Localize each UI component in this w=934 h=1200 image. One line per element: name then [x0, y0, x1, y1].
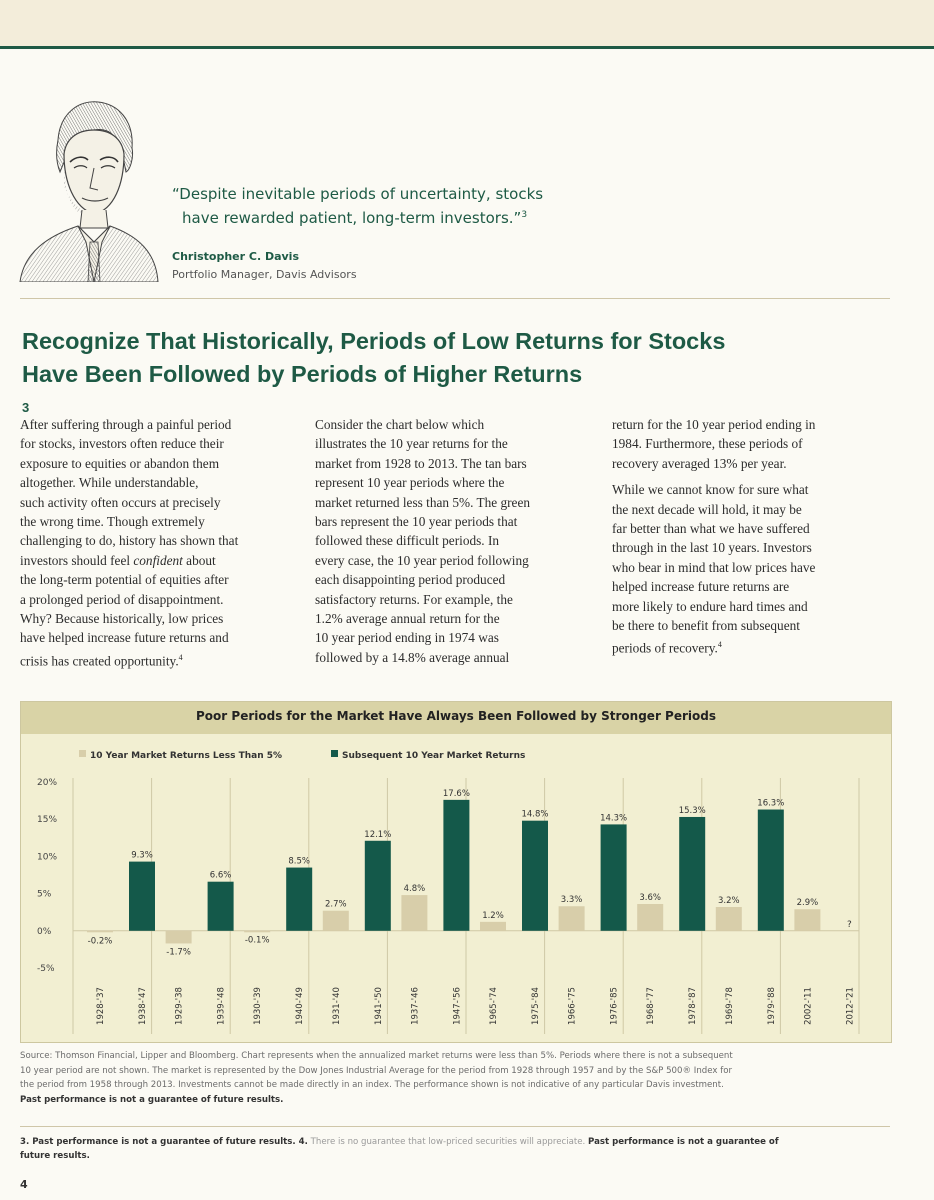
col1-line: After suffering through a painful period	[20, 417, 232, 432]
subsequent-return-bar	[208, 882, 234, 931]
body-column-3	[612, 415, 898, 658]
col1-line: the long-term potential of equities after	[20, 572, 229, 588]
col3-line: far better than what we have suffered	[612, 521, 810, 537]
x-tick-label: 1937-'46	[410, 987, 421, 1025]
bar-value-label: 17.6%	[442, 788, 470, 799]
bar-value-label: 3.6%	[639, 893, 662, 904]
footnotes	[20, 1135, 900, 1163]
y-tick-label: 5%	[37, 889, 52, 900]
source-line: Source: Thomson Financial, Lipper and Bloomberg. Chart represents when the annualized market returns were less than 5%. Periods where there is not a subsequent	[20, 1051, 733, 1061]
y-tick-label: 20%	[37, 778, 58, 788]
bar-value-label: 14.3%	[600, 813, 628, 824]
divider	[20, 298, 890, 299]
bar-value-label: 3.3%	[560, 895, 583, 906]
bar-value-label: 9.3%	[131, 850, 153, 861]
footnote-line-1: 3. Past performance is not a guarantee of future results. 4. There is no guarantee that low-priced securities will appreciate. Past performance is not a guarantee of	[20, 1137, 779, 1147]
body-column-1	[20, 415, 302, 671]
y-tick-label: 15%	[37, 815, 58, 826]
bar-value-label: 2.7%	[324, 899, 347, 910]
bar-value-label: -1.7%	[166, 947, 191, 958]
col3-line: more likely to endure hard times and	[612, 598, 808, 614]
bar-chart	[21, 734, 891, 1042]
col2-line: every case, the 10 year period following	[315, 552, 529, 568]
col1-line: altogether. While understandable,	[20, 475, 199, 491]
top-rule	[0, 46, 934, 49]
legend-label: Subsequent 10 Year Market Returns	[342, 751, 526, 761]
x-tick-label: 1928-'37	[96, 987, 106, 1025]
bar-value-label: 1.2%	[482, 910, 504, 921]
headline-line-2: Have Been Followed by Periods of Higher Returns $^3$	[22, 361, 583, 415]
low-return-bar	[794, 909, 820, 931]
col2-line: market from 1928 to 2013. The tan bars	[315, 455, 527, 471]
y-tick-label: 0%	[37, 926, 52, 937]
col1-line: for stocks, investors often reduce their	[20, 436, 224, 452]
col3-line: through in the last 10 years. Investors	[612, 540, 812, 556]
col2-line: satisfactory returns. For example, the	[315, 591, 513, 607]
source-line: the period from 1958 through 2013. Investments cannot be made directly in an index. The performance shown is not indicative of any particular Davis investment.	[20, 1080, 724, 1090]
subsequent-return-bar	[129, 862, 155, 931]
low-return-bar	[716, 907, 742, 931]
bar-value-label: ?	[847, 919, 852, 930]
col1-line: challenging to do, history has shown that	[20, 533, 239, 549]
x-tick-label: 1947-'56	[452, 987, 463, 1025]
divider	[20, 1126, 890, 1127]
col3-line: return for the 10 year period ending in	[612, 417, 816, 432]
legend-swatch	[79, 750, 86, 757]
quote-author-title: Portfolio Manager, Davis Advisors	[172, 268, 357, 281]
low-return-bar	[559, 906, 585, 931]
bar-value-label: -0.1%	[244, 935, 270, 946]
quote-line-2: have rewarded patient, long-term investors.”$^3$	[182, 209, 528, 227]
col1-line: exposure to equities or abandon them	[20, 455, 220, 471]
col3-line: While we cannot know for sure what	[612, 482, 809, 498]
x-tick-label: 1968-'77	[646, 987, 657, 1025]
y-tick-label: -5%	[37, 964, 55, 974]
x-tick-label: 2012-'21	[845, 987, 856, 1025]
x-tick-label: 1969-'78	[724, 987, 735, 1025]
low-return-bar	[637, 904, 663, 931]
quote-footnote-ref: 3	[521, 210, 528, 220]
low-return-bar	[480, 922, 506, 931]
x-tick-label: 1940-'49	[295, 987, 306, 1025]
subsequent-return-bar	[679, 817, 705, 931]
col2-line: followed by a 14.8% average annual	[315, 649, 510, 665]
x-tick-label: 1941-'50	[373, 987, 384, 1025]
chart-source-note	[20, 1049, 900, 1107]
quote-line-1: “Despite inevitable periods of uncertainty, stocks	[172, 185, 544, 203]
col3-line: who bear in mind that low prices have	[612, 559, 816, 575]
page-number: 4	[20, 1178, 28, 1191]
paragraph-gap	[612, 473, 898, 480]
bar-value-label: 3.2%	[717, 895, 740, 906]
x-tick-label: 1938-'47	[138, 987, 148, 1025]
col1-line: Why? Because historically, low prices	[20, 611, 224, 627]
body-column-2	[315, 415, 597, 667]
low-return-bar	[244, 931, 270, 933]
col1-line: the wrong time. Though extremely	[20, 514, 205, 530]
chart-panel	[20, 701, 892, 1043]
col3-line: the next decade will hold, it may be	[612, 501, 802, 517]
bar-value-label: 2.9%	[796, 898, 819, 909]
bar-value-label: 16.3%	[757, 798, 785, 809]
col2-line: Consider the chart below which	[315, 417, 485, 432]
chart-title: Poor Periods for the Market Have Always Been Followed by Stronger Periods	[196, 709, 716, 723]
col2-line: market returned less than 5%. The green	[315, 494, 531, 510]
col3-line-last: periods of recovery.$^4$	[612, 640, 722, 656]
col2-line: illustrates the 10 year returns for the	[315, 436, 508, 452]
bar-value-label: 4.8%	[403, 884, 426, 895]
x-tick-label: 1976-'85	[609, 987, 620, 1025]
legend-label: 10 Year Market Returns Less Than 5%	[90, 751, 283, 761]
x-tick-label: 1978-'87	[688, 987, 699, 1025]
col3-line: helped increase future returns are	[612, 579, 790, 595]
x-tick-label: 1979-'88	[766, 987, 777, 1025]
bar-value-label: 12.1%	[364, 829, 392, 840]
col2-line: bars represent the 10 year periods that	[315, 514, 518, 530]
low-return-bar	[87, 931, 113, 933]
x-tick-label: 1966-'75	[567, 987, 578, 1025]
col3-line: be there to benefit from subsequent	[612, 618, 800, 634]
col3-line: 1984. Furthermore, these periods of	[612, 436, 803, 452]
col2-line: each disappointing period produced	[315, 572, 506, 588]
bar-value-label: 14.8%	[521, 809, 549, 820]
footnote-line-2: future results.	[20, 1151, 90, 1161]
low-return-bar	[323, 911, 349, 931]
col2-line: 10 year period ending in 1974 was	[315, 630, 499, 646]
y-tick-label: 10%	[37, 852, 58, 863]
x-tick-label: 1929-'38	[174, 987, 185, 1025]
low-return-bar	[401, 895, 427, 931]
col1-line: have helped increase future returns and	[20, 630, 229, 646]
top-band	[0, 0, 934, 46]
subsequent-return-bar	[286, 868, 312, 931]
x-tick-label: 1939-'48	[216, 987, 227, 1025]
bar-value-label: -0.2%	[87, 936, 113, 947]
x-tick-label: 1965-'74	[489, 987, 499, 1025]
col1-line: a prolonged period of disappointment.	[20, 591, 224, 607]
col1-line-last: crisis has created opportunity.$^4$	[20, 652, 183, 669]
x-tick-label: 1931-'40	[331, 987, 342, 1025]
bar-value-label: 8.5%	[288, 856, 311, 867]
portrait-sketch	[18, 92, 160, 282]
source-disclaimer: Past performance is not a guarantee of future results.	[20, 1094, 284, 1105]
col2-line: 1.2% average annual return for the	[315, 611, 500, 627]
col3-line: recovery averaged 13% per year.	[612, 455, 787, 471]
x-tick-label: 2002-'11	[803, 987, 814, 1025]
x-tick-label: 1930-'39	[253, 987, 264, 1025]
legend-swatch	[331, 750, 338, 757]
source-line: 10 year period are not shown. The market is represented by the Dow Jones Industrial Average for the period from 1928 through 1957 and by the S&P 500® Index for	[20, 1065, 733, 1076]
low-return-bar	[166, 931, 192, 944]
subsequent-return-bar	[522, 821, 548, 931]
subsequent-return-bar	[365, 841, 391, 931]
subsequent-return-bar	[601, 824, 627, 930]
quote-author: Christopher C. Davis	[172, 250, 300, 263]
bar-value-label: 6.6%	[209, 870, 232, 881]
subsequent-return-bar	[443, 800, 469, 931]
col1-line: such activity often occurs at precisely	[20, 494, 221, 510]
subsequent-return-bar	[758, 810, 784, 931]
col2-line: represent 10 year periods where the	[315, 475, 505, 491]
headline-line-1: Recognize That Historically, Periods of Low Returns for Stocks	[22, 328, 726, 354]
col1-line: investors should feel confident about	[20, 552, 216, 568]
x-tick-label: 1975-'84	[531, 987, 541, 1025]
bar-value-label: 15.3%	[678, 805, 706, 816]
pull-quote	[172, 184, 732, 229]
col2-line: followed these difficult periods. In	[315, 533, 500, 549]
headline-footnote-ref: 3	[22, 400, 30, 415]
